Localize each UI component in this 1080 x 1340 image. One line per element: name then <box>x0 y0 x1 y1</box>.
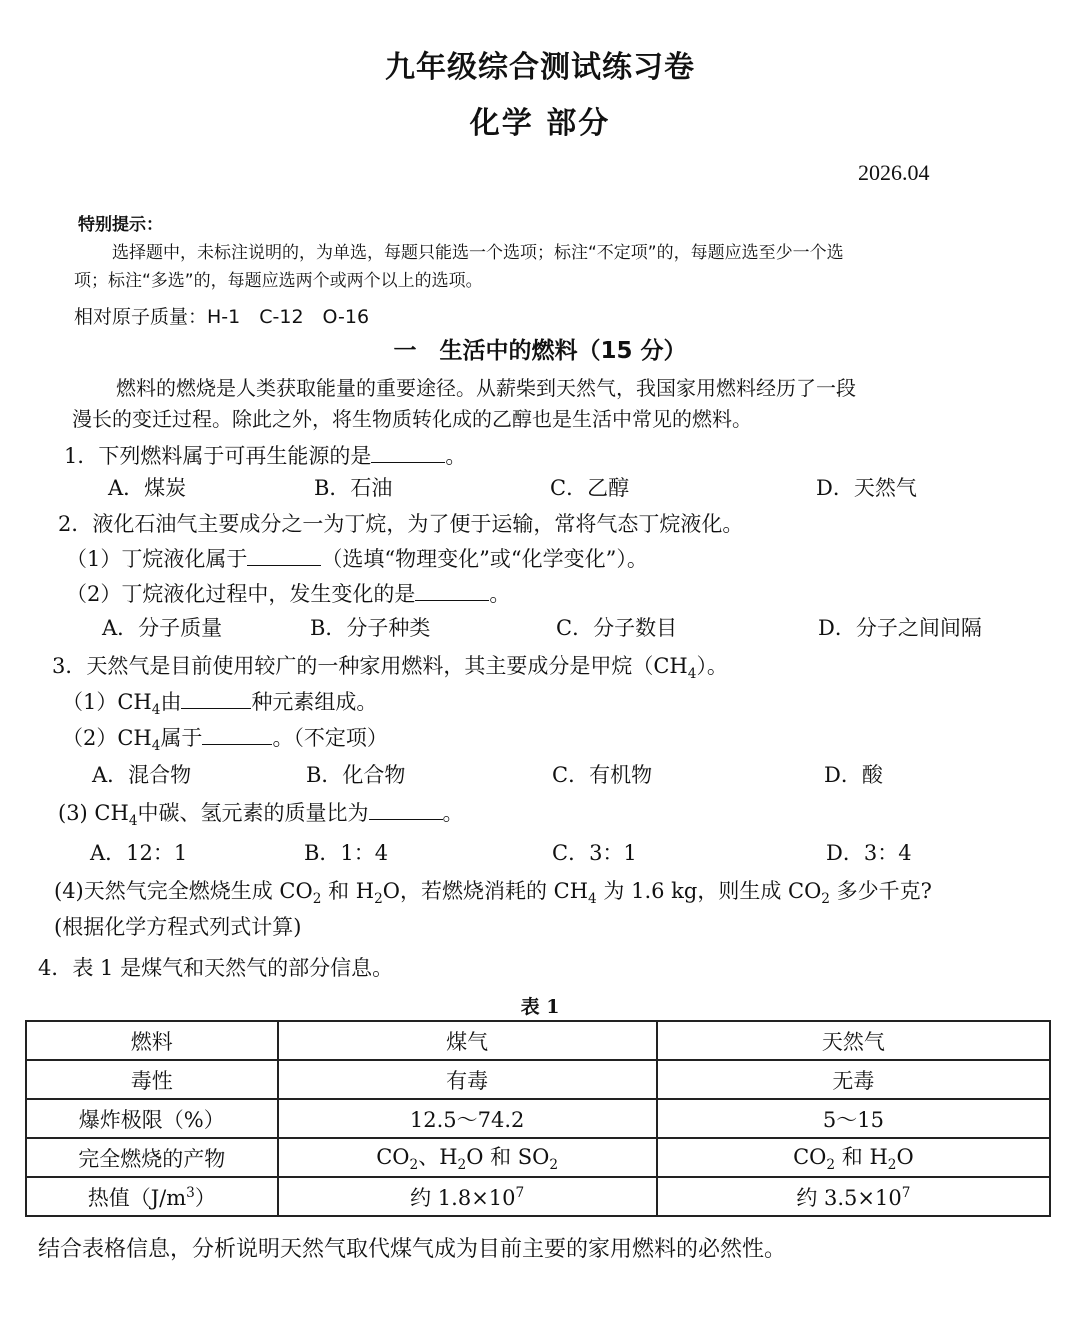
answer-blank[interactable] <box>181 690 251 709</box>
q2-option-c: C．分子数目 <box>556 616 678 640</box>
q3-3-option-b: B．1：4 <box>304 841 389 865</box>
q2-option-d: D．分子之间间隔 <box>818 616 982 640</box>
table-cell: 爆炸极限（%） <box>26 1099 278 1138</box>
table-row <box>26 1021 1050 1060</box>
q2-part-1: （1）丁烷液化属于 （选填“物理变化”或“化学变化”）。 <box>66 547 648 571</box>
notice-line-1: 选择题中，未标注说明的，为单选，每题只能选一个选项；标注“不定项”的，每题应选至少一个选 <box>112 243 844 263</box>
table-cell: 热值$(J/m^3)$ <box>26 1177 278 1216</box>
question-4: 4．表 1 是煤气和天然气的部分信息。 <box>38 956 394 980</box>
notice-heading: 特别提示： <box>78 215 163 235</box>
table-cell: 完全燃烧的产物 <box>26 1138 278 1177</box>
q1-option-a: A．煤炭 <box>108 476 187 500</box>
answer-blank[interactable] <box>202 726 272 745</box>
q3-2-option-a: A．混合物 <box>92 763 192 787</box>
atomic-mass-line: 相对原子质量：H-1 C-12 O-16 <box>74 306 370 328</box>
question-1: 1．下列燃料属于可再生能源的是 。 <box>64 444 467 468</box>
section-intro-line-2: 漫长的变迁过程。除此之外，将生物质转化成的乙醇也是生活中常见的燃料。 <box>72 407 752 431</box>
q3-3-option-d: D．3：4 <box>826 841 912 865</box>
table-cell: 5～15 <box>657 1099 1050 1138</box>
question-2: 2．液化石油气主要成分之一为丁烷，为了便于运输，常将气态丁烷液化。 <box>58 512 744 536</box>
question-3: 3．天然气是目前使用较广的一种家用燃料，其主要成分是甲烷$(CH_4)$。 <box>52 654 728 683</box>
table-cell: $CO_2$ 和 $H_2O$ <box>657 1138 1050 1177</box>
table-cell: 12.5～74.2 <box>278 1099 657 1138</box>
answer-blank[interactable] <box>415 582 489 601</box>
q3-3-option-c: C．3：1 <box>552 841 637 865</box>
table-cell: $CO_2$、$H_2O$ 和 $SO_2$ <box>278 1138 657 1177</box>
answer-blank[interactable] <box>369 801 443 820</box>
question-4-prompt: 结合表格信息，分析说明天然气取代煤气成为目前主要的家用燃料的必然性。 <box>38 1237 787 1262</box>
answer-blank[interactable] <box>371 444 445 463</box>
q1-option-b: B．石油 <box>314 476 393 500</box>
q3-part-1: $(1)CH_4$由 种元素组成。 <box>62 690 378 719</box>
exam-date: 2026.04 <box>858 160 930 185</box>
page-title: 九年级综合测试练习卷 <box>385 50 695 85</box>
notice-line-2: 项；标注“多选”的，每题应选两个或两个以上的选项。 <box>74 271 483 291</box>
table-cell: 约 $1.8\times 10^7$ <box>278 1177 657 1216</box>
q1-option-d: D．天然气 <box>816 476 917 500</box>
q2-option-a: A．分子质量 <box>102 616 223 640</box>
table-row <box>26 1177 1050 1216</box>
table-cell: 有毒 <box>278 1060 657 1099</box>
q3-part-2: $(2)CH_4$属于 。（不定项） <box>62 726 388 755</box>
table-cell: 约 $3.5\times 10^7$ <box>657 1177 1050 1216</box>
q3-2-option-c: C．有机物 <box>552 763 653 787</box>
q2-option-b: B．分子种类 <box>310 616 431 640</box>
table-row <box>26 1099 1050 1138</box>
table-cell: 无毒 <box>657 1060 1050 1099</box>
page-subtitle: 化学 部分 <box>469 106 611 141</box>
fuel-info-table <box>25 1020 1051 1217</box>
table-cell: 毒性 <box>26 1060 278 1099</box>
q3-3-option-a: A．12：1 <box>90 841 188 865</box>
table-header-cell: 天然气 <box>657 1021 1050 1060</box>
section-title: 一 生活中的燃料（15 分） <box>393 338 687 364</box>
q3-2-option-b: B．化合物 <box>306 763 406 787</box>
q2-part-2: （2）丁烷液化过程中，发生变化的是 。 <box>66 582 511 606</box>
section-intro-line-1: 燃料的燃烧是人类获取能量的重要途径。从薪柴到天然气，我国家用燃料经历了一段 <box>116 376 856 400</box>
q3-part-3: (3) $CH_4$中碳、氢元素的质量比为 。 <box>58 801 464 830</box>
q3-part-4: (4)天然气完全燃烧生成 $CO_2$ 和 $H_2O$，若燃烧消耗的 $CH_4$ 为 1.6 kg，则生成 $CO_2$ 多少千克? <box>54 879 932 908</box>
answer-blank[interactable] <box>247 547 321 566</box>
table-caption: 表 1 <box>520 996 560 1018</box>
table-header-cell: 燃料 <box>26 1021 278 1060</box>
table-row <box>26 1060 1050 1099</box>
table-header-cell: 煤气 <box>278 1021 657 1060</box>
q3-2-option-d: D．酸 <box>824 763 883 787</box>
q1-option-c: C．乙醇 <box>550 476 630 500</box>
table-row <box>26 1138 1050 1177</box>
q3-part-4-note: (根据化学方程式列式计算) <box>54 915 302 939</box>
